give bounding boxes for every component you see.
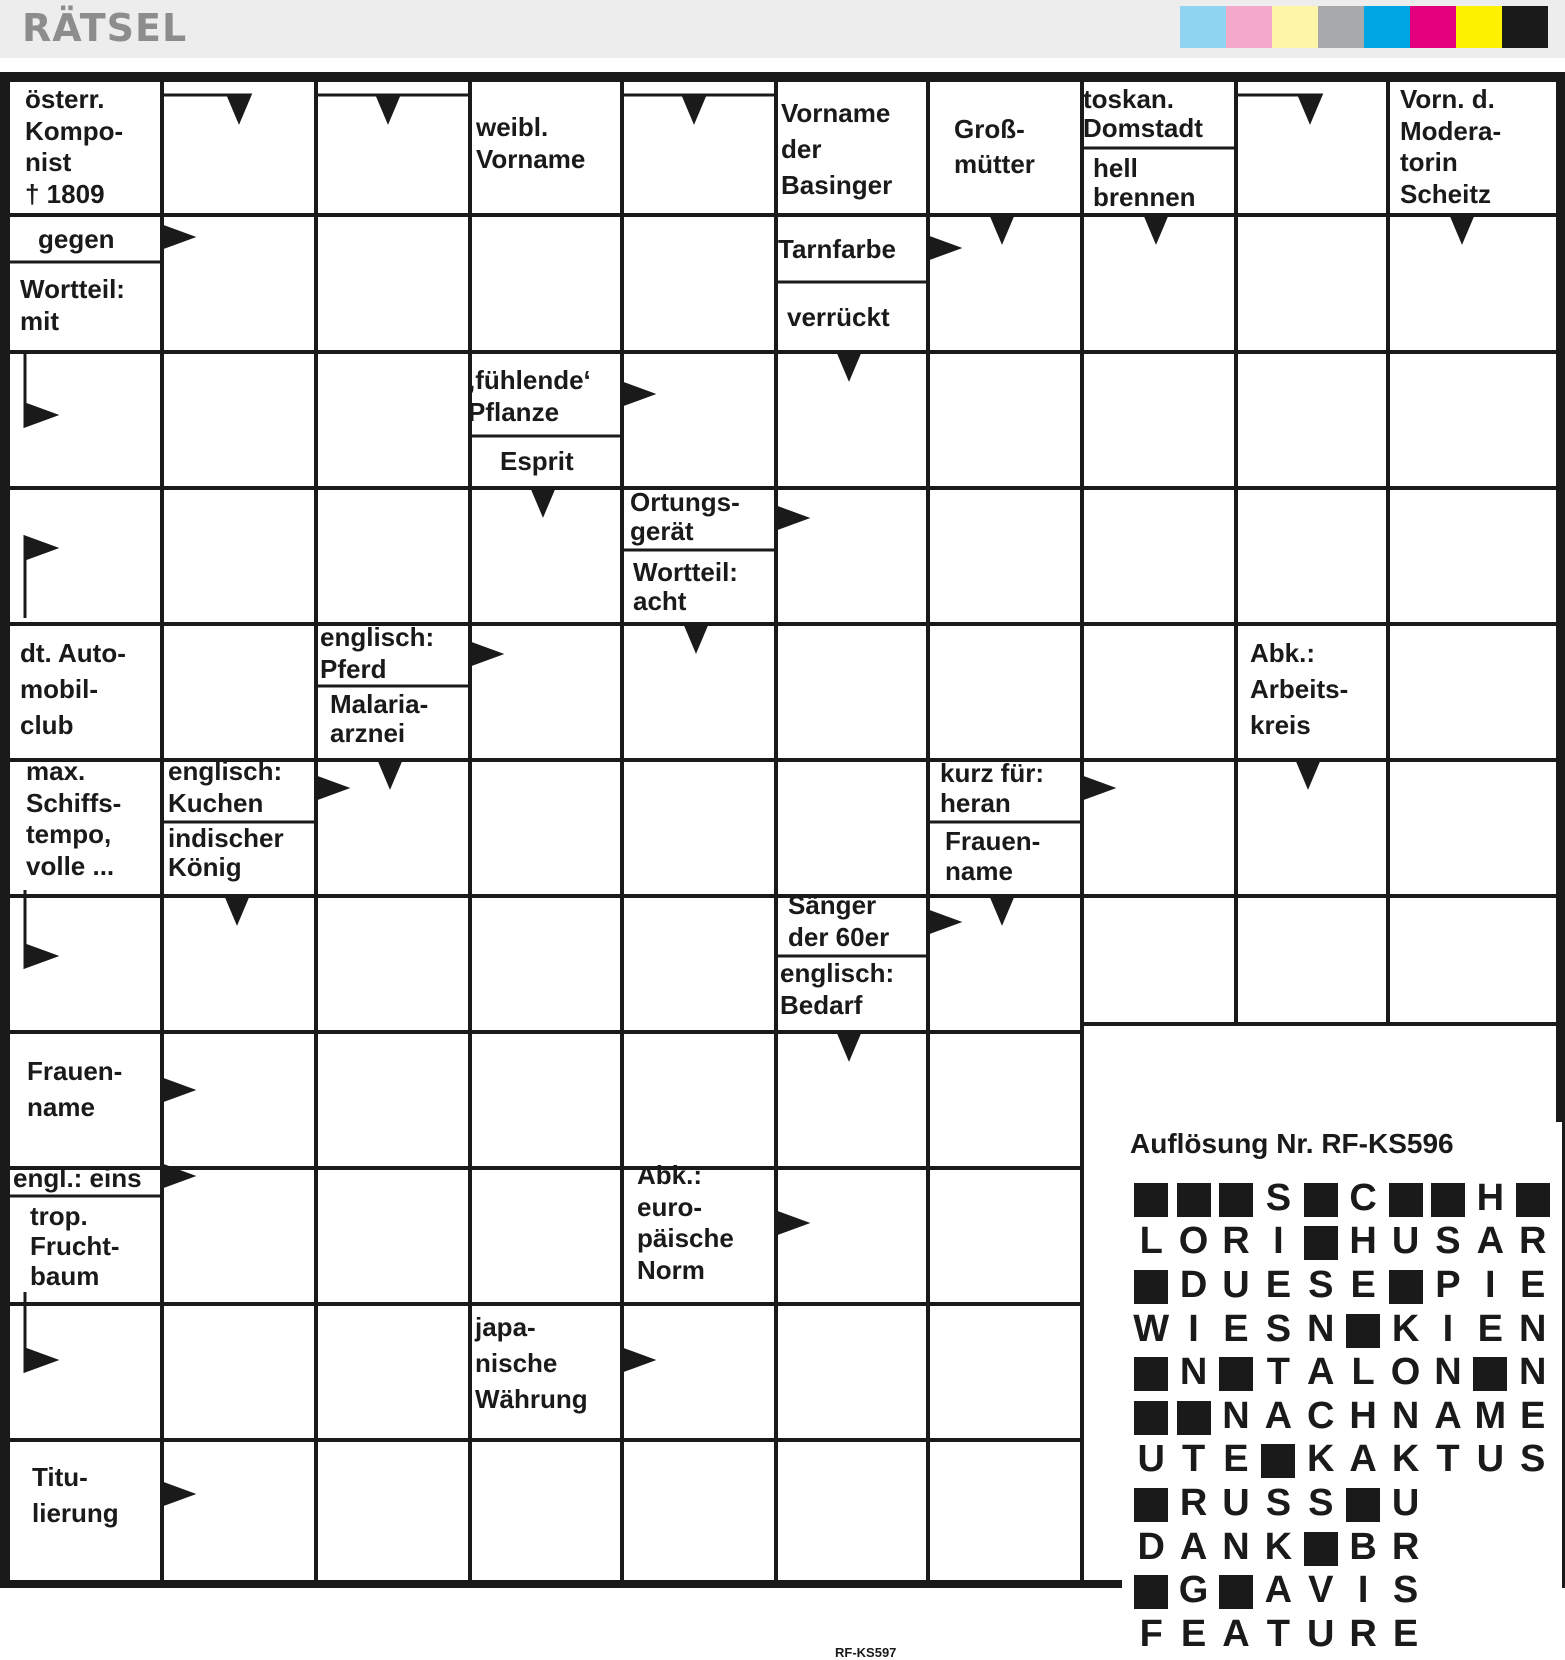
solution-letter: I [1357,1569,1369,1612]
solution-letter: R [1222,1220,1250,1263]
right-arrow-icon [928,237,958,259]
solution-letter: K [1391,1438,1420,1481]
clue-english-cake: englisch: Kuchen [168,756,283,818]
right-arrow-icon [1082,777,1112,799]
down-arrow-icon [683,95,705,121]
down-arrow-icon [838,352,860,378]
black-square-icon [1431,1183,1465,1217]
right-arrow-icon [928,911,958,933]
clue-feeling-plant: ‚fühlende‘ Pflanze [468,365,591,427]
solution-letter: C [1349,1176,1377,1219]
solution-letter: S [1265,1481,1292,1524]
solution-letter: E [1223,1438,1249,1481]
right-arrow-icon [25,537,55,559]
solution-black-square [1130,1483,1172,1523]
solution-black-square [1215,1178,1257,1218]
right-arrow-icon [25,945,55,967]
solution-row [1130,1612,1554,1656]
clue-japanese-currency: japa- nische Währung [475,1312,588,1414]
solution-letter: U [1222,1263,1250,1306]
solution-letter: N [1179,1351,1208,1394]
down-arrow-icon [1299,95,1321,121]
solution-letter: D [1179,1263,1208,1306]
down-arrow-icon [1451,215,1473,241]
right-arrow-icon [162,226,192,248]
clue-working-group-abbr: Abk.: Arbeits- kreis [1250,638,1349,740]
clue-tuscan-cathedral-city: toskan. Domstadt [1083,84,1203,144]
solution-letter: N [1391,1394,1420,1437]
solution-letter: K [1391,1307,1420,1350]
solution-black-square [1172,1396,1214,1436]
black-square-icon [1177,1401,1211,1435]
black-square-icon [1304,1532,1338,1566]
down-arrow-icon [1145,215,1167,241]
right-arrow-icon [622,1349,652,1371]
black-square-icon [1134,1575,1168,1609]
clue-against: gegen [38,224,115,254]
color-swatch [1410,6,1456,48]
black-square-icon [1346,1488,1380,1522]
solution-letter: R [1391,1525,1420,1568]
black-square-icon [1304,1226,1338,1260]
solution-letter: R [1349,1612,1377,1655]
solution-letter: S [1265,1307,1292,1350]
solution-letter: D [1137,1525,1165,1568]
solution-letter: N [1222,1394,1250,1437]
solution-letter: E [1223,1307,1249,1350]
right-arrow-icon [776,1212,806,1234]
solution-letter: A [1349,1438,1377,1481]
solution-letter: E [1520,1263,1546,1306]
color-swatch [1502,6,1548,48]
solution-letter: O [1178,1220,1209,1263]
solution-row [1130,1307,1554,1351]
solution-black-square [1427,1178,1469,1218]
solution-letter: L [1351,1351,1375,1394]
clue-auto-club: dt. Auto- mobil- club [20,638,126,740]
solution-black-square [1300,1527,1342,1567]
solution-letter: A [1476,1220,1505,1263]
clue-word-part-eight: Wortteil: acht [633,557,738,617]
right-arrow-icon [470,643,500,665]
color-swatch [1364,6,1410,48]
clue-european-norm-abbr: Abk.: euro- päische Norm [637,1160,734,1286]
right-arrow-icon [162,1483,192,1505]
clue-composer: österr. Kompo- nist † 1809 [25,84,124,210]
solution-row [1130,1481,1554,1525]
solution-row [1130,1350,1554,1394]
solution-black-square [1130,1396,1172,1436]
clue-indian-king: indischer König [168,823,284,883]
right-arrow-icon [25,404,55,426]
solution-letter: A [1222,1612,1250,1655]
solution-row [1130,1220,1554,1264]
down-arrow-icon [1297,760,1319,786]
solution-black-square [1469,1352,1511,1392]
clue-ship-speed: max. Schiffs- tempo, volle ... [26,756,122,882]
solution-black-square [1342,1483,1384,1523]
solution-letter: N [1518,1307,1547,1350]
solution-letter: K [1307,1438,1335,1481]
clue-female-name-3: Frauen- name [27,1056,123,1122]
clue-camouflage-color: Tarnfarbe [778,234,896,264]
solution-letter: V [1308,1569,1334,1612]
solution-letter: S [1520,1438,1546,1481]
black-square-icon [1389,1183,1423,1217]
solution-letter: E [1520,1394,1546,1437]
clue-grandmothers: Groß- mütter [954,114,1035,180]
solution-letter: S [1435,1220,1461,1263]
solution-letter: R [1518,1220,1547,1263]
solution-black-square [1512,1178,1554,1218]
solution-letter: S [1265,1176,1292,1219]
right-arrow-icon [622,383,652,405]
solution-black-square [1215,1352,1257,1392]
black-square-icon [1304,1183,1338,1217]
solution-letter: T [1266,1612,1290,1655]
down-arrow-icon [991,215,1013,241]
solution-letter: L [1139,1220,1163,1263]
solution-letter: I [1485,1263,1496,1306]
solution-black-square [1130,1570,1172,1610]
solution-letter: U [1391,1220,1420,1263]
solution-title: Auflösung Nr. RF-KS596 [1130,1128,1454,1159]
puzzle-code: RF-KS597 [835,1645,897,1660]
solution-letter: E [1180,1612,1207,1655]
solution-letter: K [1264,1525,1293,1568]
color-swatch [1272,6,1318,48]
solution-grid [1130,1176,1554,1656]
clue-title-giving: Titu- lierung [32,1462,119,1528]
right-arrow-icon [316,777,346,799]
black-square-icon [1134,1183,1168,1217]
solution-letter: E [1265,1263,1292,1306]
clue-esprit: Esprit [500,446,574,476]
solution-letter: A [1179,1525,1208,1568]
black-square-icon [1219,1183,1253,1217]
header-bar [0,0,1565,58]
down-arrow-icon [228,95,250,121]
black-square-icon [1219,1575,1253,1609]
solution-black-square [1342,1309,1384,1349]
clue-locating-device: Ortungs- gerät [630,487,740,547]
solution-black-square [1300,1221,1342,1261]
solution-black-square [1130,1265,1172,1305]
solution-letter: R [1179,1481,1208,1524]
clue-female-first-name: weibl. Vorname [476,112,586,174]
down-arrow-icon [685,624,707,650]
clue-english-demand: englisch: Bedarf [780,958,895,1020]
solution-black-square [1172,1178,1214,1218]
clue-moderator-first-name: Vorn. d. Modera- torin Scheitz [1400,84,1502,210]
solution-black-square [1257,1439,1299,1479]
solution-letter: U [1137,1438,1165,1481]
solution-black-square [1384,1178,1426,1218]
solution-black-square [1215,1570,1257,1610]
clue-english-one: engl.: eins [13,1163,142,1193]
down-arrow-icon [532,488,554,514]
solution-letter: A [1307,1351,1335,1394]
clue-basinger-first-name: Vorname der Basinger [781,98,893,200]
black-square-icon [1346,1314,1380,1348]
solution-letter: H [1476,1176,1505,1219]
solution-letter: S [1308,1263,1334,1306]
black-square-icon [1177,1183,1211,1217]
solution-letter: S [1392,1569,1419,1612]
solution-letter: E [1477,1307,1503,1350]
crossword-grid [10,82,1556,1660]
solution-letter: T [1181,1438,1206,1481]
clue-english-horse: englisch: Pferd [320,622,435,684]
clue-burn-brightly: hell brennen [1093,153,1196,213]
solution-letter: I [1188,1307,1199,1350]
solution-black-square [1130,1178,1172,1218]
solution-letter: A [1264,1394,1293,1437]
right-arrow-icon [776,507,806,529]
color-calibration-bar [1180,6,1548,48]
solution-letter: E [1350,1263,1376,1306]
solution-letter: I [1442,1307,1454,1350]
clue-60s-singer: Sänger der 60er [788,890,890,952]
right-arrow-icon [162,1079,192,1101]
black-square-icon [1134,1488,1168,1522]
down-arrow-icon [226,896,248,922]
down-arrow-icon [838,1032,860,1058]
solution-row [1130,1438,1554,1482]
clue-word-part-with: Wortteil: mit [20,274,125,336]
clue-malaria-drug: Malaria- arznei [330,689,429,749]
black-square-icon [1261,1444,1295,1478]
black-square-icon [1134,1270,1168,1304]
solution-row [1130,1568,1554,1612]
clue-tropical-fruit-tree: trop. Frucht- baum [30,1201,120,1291]
solution-letter: N [1222,1525,1250,1568]
black-square-icon [1219,1357,1253,1391]
solution-letter: U [1476,1438,1505,1481]
solution-letter: U [1307,1612,1335,1655]
right-arrow-icon [25,1349,55,1371]
solution-letter: A [1434,1394,1462,1437]
color-swatch [1226,6,1272,48]
solution-letter: S [1308,1481,1334,1524]
black-square-icon [1516,1183,1550,1217]
clue-crazy: verrückt [787,302,890,332]
solution-row [1130,1394,1554,1438]
solution-letter: U [1222,1481,1250,1524]
clue-short-for-heran: kurz für: heran [940,758,1044,819]
solution-row [1130,1525,1554,1569]
solution-black-square [1384,1265,1426,1305]
solution-letter: C [1307,1394,1335,1437]
solution-letter: A [1264,1569,1293,1612]
solution-letter: N [1518,1351,1547,1394]
clue-female-name-2: Frauen- name [945,826,1041,887]
solution-letter: W [1133,1307,1170,1350]
solution-letter: E [1392,1612,1419,1655]
solution-letter: I [1273,1220,1284,1263]
color-swatch [1180,6,1226,48]
solution-row [1130,1176,1554,1220]
solution-letter: F [1139,1612,1163,1655]
solution-letter: G [1178,1569,1209,1612]
color-swatch [1456,6,1502,48]
color-swatch [1318,6,1364,48]
solution-letter: H [1349,1220,1377,1263]
black-square-icon [1134,1357,1168,1391]
down-arrow-icon [991,896,1013,922]
solution-letter: T [1266,1351,1290,1394]
solution-letter: B [1349,1525,1377,1568]
solution-letter: U [1391,1481,1420,1524]
black-square-icon [1134,1401,1168,1435]
down-arrow-icon [377,95,399,121]
solution-letter: P [1435,1263,1461,1306]
solution-black-square [1130,1352,1172,1392]
solution-black-square [1300,1178,1342,1218]
solution-letter: O [1390,1351,1421,1394]
solution-letter: N [1307,1307,1335,1350]
solution-row [1130,1263,1554,1307]
down-arrow-icon [379,760,401,786]
solution-letter: M [1474,1394,1507,1437]
black-square-icon [1389,1270,1423,1304]
solution-letter: T [1436,1438,1460,1481]
solution-letter: H [1349,1394,1377,1437]
solution-box [1122,1122,1562,1655]
solution-letter: N [1434,1351,1462,1394]
page-title: RÄTSEL [22,6,188,50]
black-square-icon [1473,1357,1507,1391]
